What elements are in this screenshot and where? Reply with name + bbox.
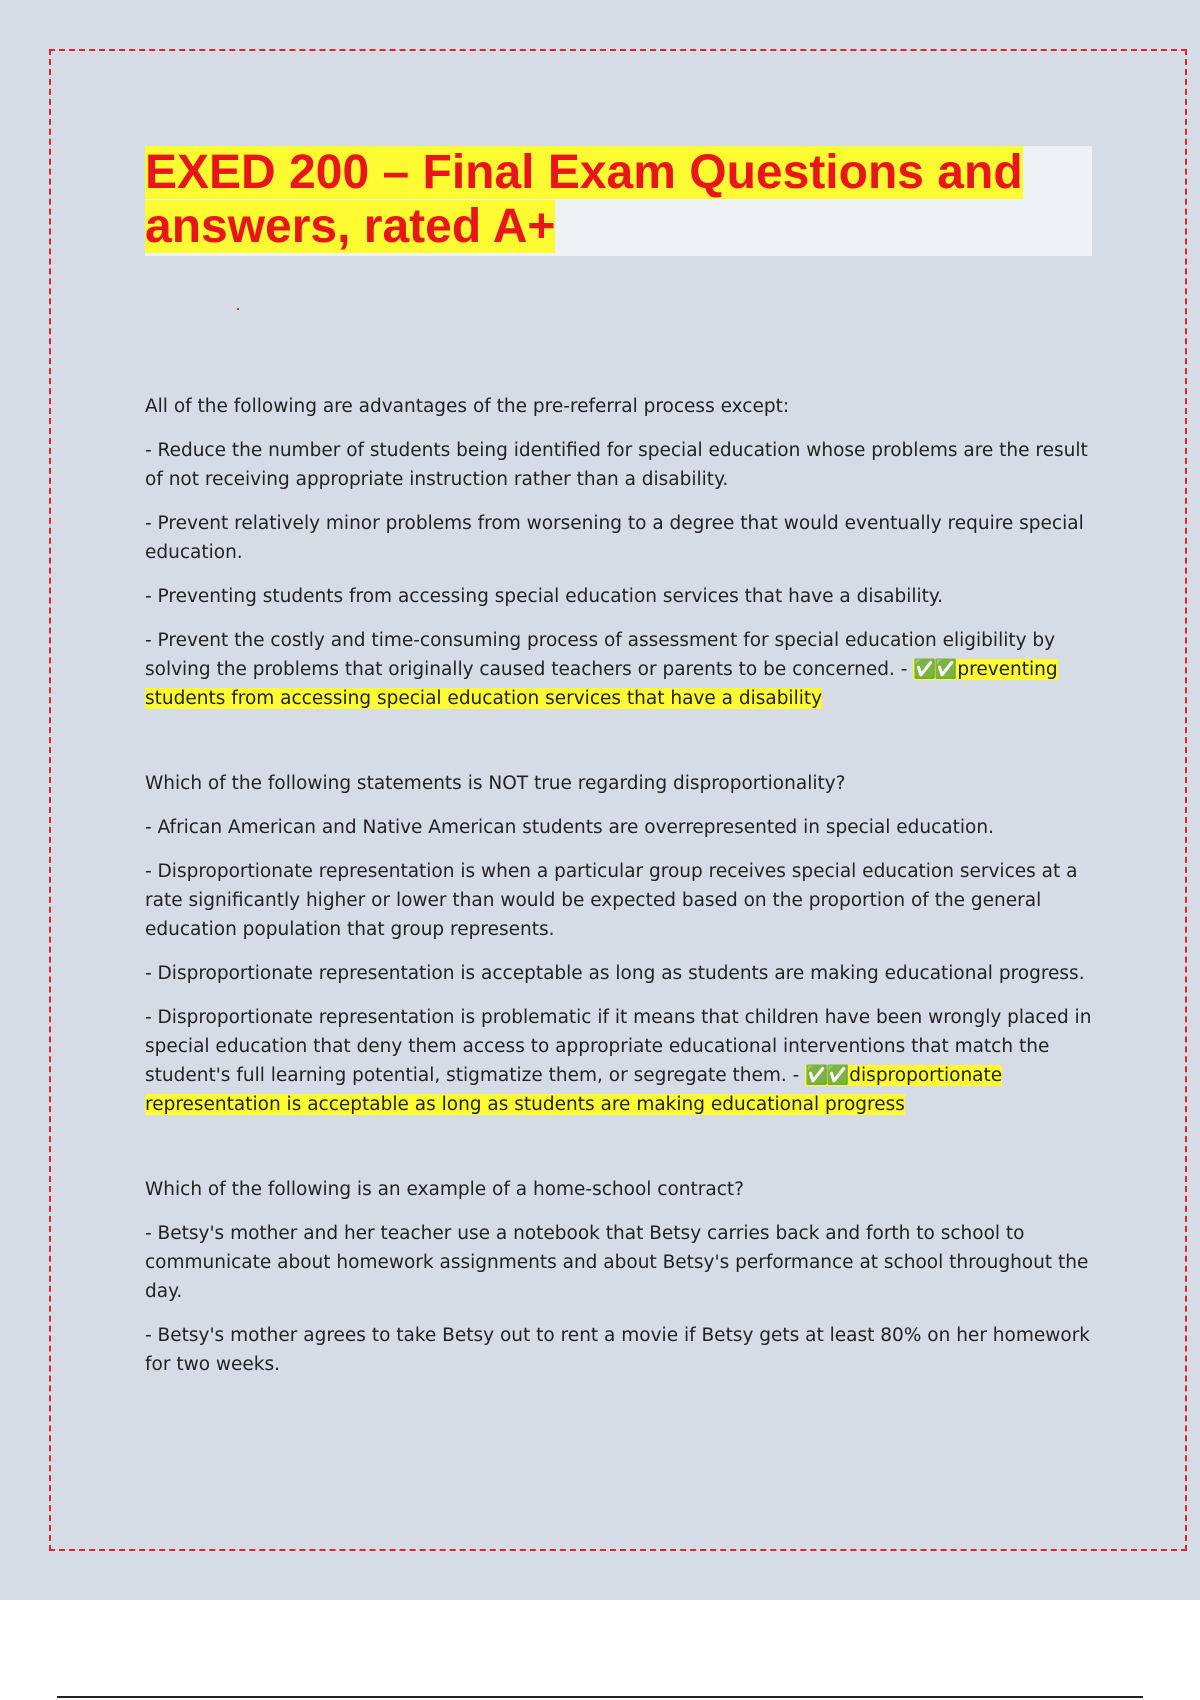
title-block: [145, 146, 1092, 256]
question-block-1: [145, 392, 1095, 713]
answer-option-with-answer: [145, 1003, 1095, 1119]
question-prompt: Which of the following statements is NOT true regarding disproportionality?: [145, 773, 846, 794]
answer-option: - Preventing students from accessing special education services that have a disability.: [145, 586, 944, 607]
answer-option-text: - Prevent the costly and time-consuming process of assessment for special education eligibility by solving the problems that originally caused teachers or parents to be concerned. -: [145, 630, 1056, 680]
answer-option: - Betsy's mother agrees to take Betsy out to rent a movie if Betsy gets at least 80% on her homework for two weeks.: [145, 1325, 1091, 1375]
answer-option: - Betsy's mother and her teacher use a notebook that Betsy carries back and forth to school to communicate about homework assignments and about Betsy's performance at school throughout the day.: [145, 1223, 1089, 1302]
question-prompt: Which of the following is an example of a home-school contract?: [145, 1179, 744, 1200]
question-block-2: [145, 769, 1095, 1119]
answer-option: - Disproportionate representation is acceptable as long as students are making educational progress.: [145, 963, 1085, 984]
bottom-rule: [57, 1696, 1143, 1698]
correct-answer-text: disproportionate representation is acceptable as long as students are making educational progress: [145, 1065, 1003, 1115]
question-block-3: [145, 1175, 1095, 1379]
answer-option: - Disproportionate representation is when a particular group receives special education services at a rate significantly higher or lower than would be expected based on the proportion of the general education population that group represents.: [145, 861, 1078, 940]
correct-answer-text: preventing students from accessing special education services that have a disability: [145, 659, 1058, 709]
double-check-icon: ✅✅: [913, 659, 956, 680]
double-check-icon: ✅✅: [805, 1065, 848, 1086]
question-prompt: All of the following are advantages of the pre-referral process except:: [145, 396, 790, 417]
answer-option: - African American and Native American students are overrepresented in special education.: [145, 817, 994, 838]
answer-option-text: - Disproportionate representation is problematic if it means that children have been wrongly placed in special education that deny them access to appropriate educational interventions that match the student's full learning potential, stigmatize them, or segregate them. -: [145, 1007, 1092, 1086]
answer-option: - Reduce the number of students being identified for special education whose problems are the result of not receiving appropriate instruction rather than a disability.: [145, 440, 1088, 490]
document-title: EXED 200 – Final Exam Questions and answers, rated A+: [145, 146, 1023, 253]
answer-option: - Prevent relatively minor problems from worsening to a degree that would eventually require special education.: [145, 513, 1084, 563]
stray-dot: [237, 308, 239, 310]
document-body: [145, 392, 1095, 1435]
answer-option-with-answer: [145, 626, 1095, 713]
